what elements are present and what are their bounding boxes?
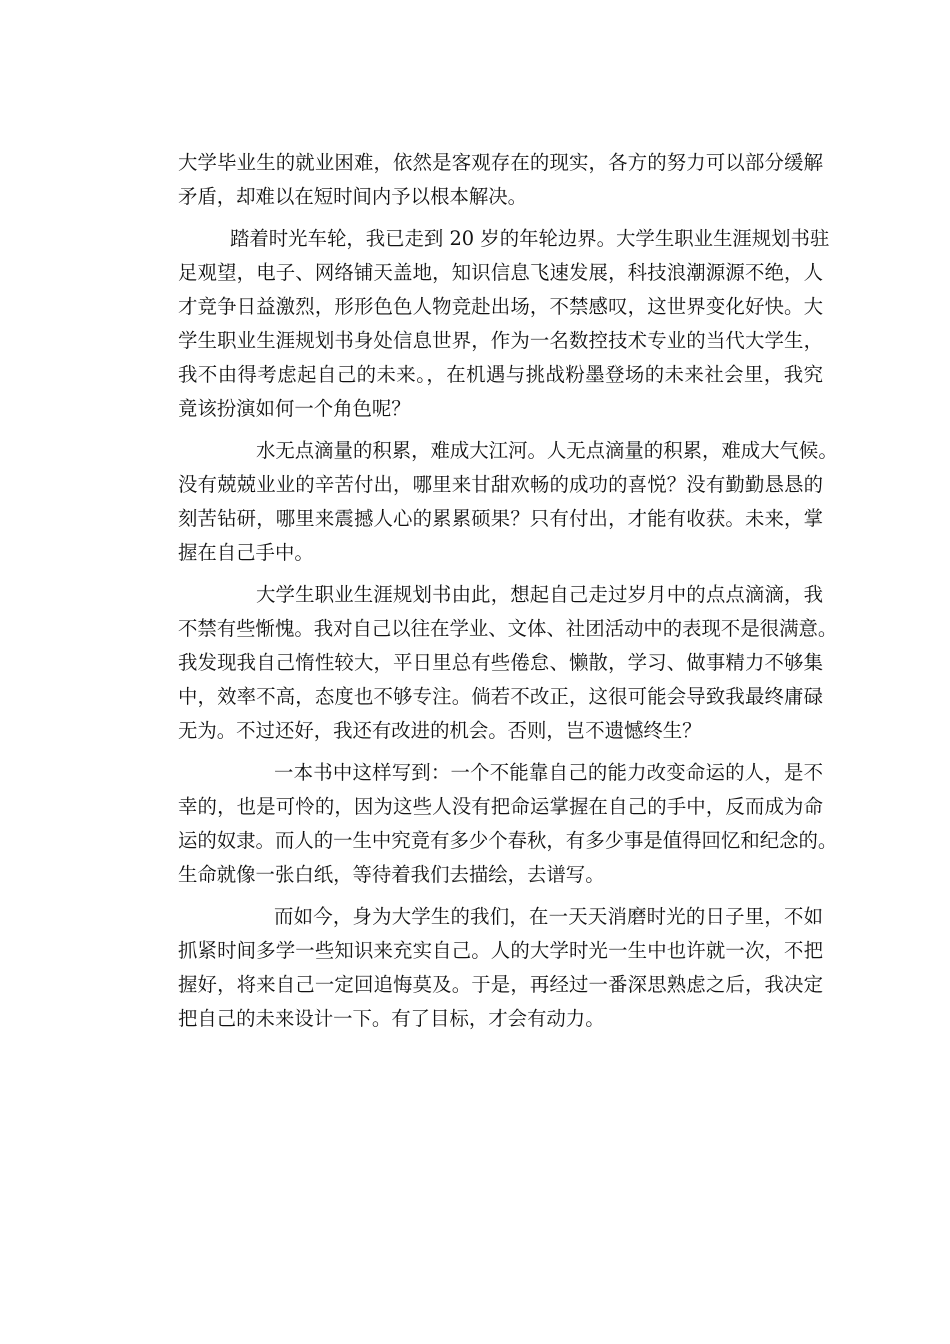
text-line: 我发现我自己惰性较大，平日里总有些倦怠、懒散，学习、做事精力不够集 [178,651,823,674]
text-line: 不禁有些惭愧。我对自己以往在学业、文体、社团活动中的表现不是很满意。 [178,617,838,640]
text-line: 矛盾，却难以在短时间内予以根本解决。 [178,185,528,208]
text-line: 学生职业生涯规划书身处信息世界，作为一名数控技术专业的当代大学生， [178,329,823,352]
text-line: 生命就像一张白纸，等待着我们去描绘，去谱写。 [178,863,605,886]
paragraph [178,222,830,426]
text-line: 而如今，身为大学生的我们，在一天天消磨时光的日子里，不如 [274,905,823,928]
text-line: 我不由得考虑起自己的未来。，在机遇与挑战粉墨登场的未来社会里，我究 [178,363,823,386]
text-line: 握好，将来自己一定回追悔莫及。于是，再经过一番深思熟虑之后，我决定 [178,973,823,996]
paragraph [178,578,838,748]
paragraph [178,756,838,892]
text-line: 运的奴隶。而人的一生中究竟有多少个春秋，有多少事是值得回忆和纪念的。 [178,829,838,852]
text-line: 无为。不过还好，我还有改进的机会。否则，岂不遗憾终生？ [178,719,702,742]
text-line: 大学生职业生涯规划书由此，想起自己走过岁月中的点点滴滴，我 [256,583,823,606]
text-line: 水无点滴量的积累，难成大江河。人无点滴量的积累，难成大气候。 [256,439,838,462]
text-line: 中，效率不高，态度也不够专注。倘若不改正，这很可能会导致我最终庸碌 [178,685,823,708]
text-line: 竟该扮演如何一个角色呢？ [178,397,411,420]
text-line: 刻苦钻研，哪里来震撼人心的累累硕果？只有付出，才能有收获。未来，掌 [178,507,823,530]
text-line: 踏着时光车轮，我已走到 20 岁的年轮边界。大学生职业生涯规划书驻 [230,227,830,250]
text-line: 抓紧时间多学一些知识来充实自己。人的大学时光一生中也许就一次，不把 [178,939,823,962]
paragraph [178,900,823,1036]
text-line: 大学毕业生的就业困难，依然是客观存在的现实，各方的努力可以部分缓解 [178,151,823,174]
text-line: 才竞争日益激烈，形形色色人物竞赴出场，不禁感叹，这世界变化好快。大 [178,295,823,318]
document-body [178,146,838,1036]
text-line: 一本书中这样写到：一个不能靠自己的能力改变命运的人，是不 [274,761,823,784]
text-line: 足观望，电子、网络铺天盖地，知识信息飞速发展，科技浪潮源源不绝，人 [178,261,823,284]
text-line: 握在自己手中。 [178,541,314,564]
paragraph [178,434,838,570]
text-line: 把自己的未来设计一下。有了目标，才会有动力。 [178,1007,605,1030]
paragraph [178,146,823,214]
text-line: 幸的，也是可怜的，因为这些人没有把命运掌握在自己的手中，反而成为命 [178,795,823,818]
text-line: 没有兢兢业业的辛苦付出，哪里来甘甜欢畅的成功的喜悦？没有勤勤恳恳的 [178,473,823,496]
